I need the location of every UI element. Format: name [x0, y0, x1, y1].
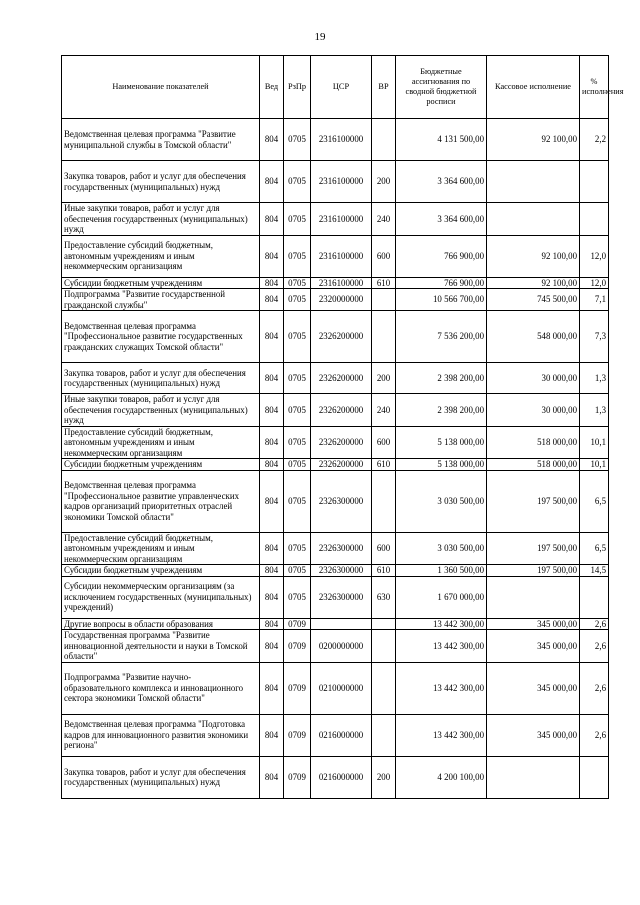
- cell-pct: 2,6: [580, 630, 609, 663]
- cell-cash: 345 000,00: [487, 714, 580, 756]
- cell-csr: 2326200000: [311, 363, 372, 394]
- cell-cash: 548 000,00: [487, 311, 580, 363]
- table-row: [62, 277, 609, 289]
- cell-budget: 10 566 700,00: [396, 289, 487, 311]
- cell-cash: 518 000,00: [487, 459, 580, 471]
- cell-name: Закупка товаров, работ и услуг для обеспечения государственных (муниципальных) нужд: [62, 756, 260, 798]
- header-budget: Бюджетные ассигнования по сводной бюджетной росписи: [396, 56, 487, 119]
- cell-rzpr: 0705: [284, 532, 311, 565]
- table-row: [62, 662, 609, 714]
- table-row: [62, 714, 609, 756]
- cell-pct: 6,5: [580, 532, 609, 565]
- header-ved: Вед: [260, 56, 284, 119]
- cell-pct: [580, 756, 609, 798]
- cell-pct: 7,1: [580, 289, 609, 311]
- cell-csr: 2326300000: [311, 532, 372, 565]
- cell-rzpr: 0705: [284, 311, 311, 363]
- cell-vr: 610: [372, 565, 396, 577]
- cell-cash: 345 000,00: [487, 662, 580, 714]
- cell-budget: 5 138 000,00: [396, 459, 487, 471]
- header-name: Наименование показателей: [62, 56, 260, 119]
- cell-name: Субсидии бюджетным учреждениям: [62, 459, 260, 471]
- cell-pct: [580, 161, 609, 203]
- cell-pct: 2,2: [580, 119, 609, 161]
- cell-pct: 12,0: [580, 235, 609, 277]
- cell-vr: [372, 470, 396, 532]
- cell-rzpr: 0705: [284, 235, 311, 277]
- cell-budget: 4 200 100,00: [396, 756, 487, 798]
- cell-budget: 13 442 300,00: [396, 662, 487, 714]
- cell-name: Государственная программа "Развитие инновационной деятельности и науки в Томской области": [62, 630, 260, 663]
- cell-rzpr: 0705: [284, 277, 311, 289]
- cell-csr: [311, 618, 372, 630]
- cell-vr: 610: [372, 277, 396, 289]
- cell-pct: 2,6: [580, 662, 609, 714]
- cell-vr: 240: [372, 394, 396, 427]
- cell-rzpr: 0709: [284, 756, 311, 798]
- table-row: [62, 756, 609, 798]
- cell-ved: 804: [260, 235, 284, 277]
- cell-ved: 804: [260, 161, 284, 203]
- table-row: [62, 630, 609, 663]
- cell-csr: 0216000000: [311, 756, 372, 798]
- cell-vr: [372, 119, 396, 161]
- cell-vr: 200: [372, 756, 396, 798]
- cell-budget: 766 900,00: [396, 235, 487, 277]
- cell-cash: 345 000,00: [487, 618, 580, 630]
- cell-rzpr: 0705: [284, 161, 311, 203]
- cell-cash: 30 000,00: [487, 363, 580, 394]
- cell-csr: 2316100000: [311, 161, 372, 203]
- header-vr: ВР: [372, 56, 396, 119]
- cell-vr: 600: [372, 532, 396, 565]
- cell-cash: 518 000,00: [487, 426, 580, 459]
- cell-name: Закупка товаров, работ и услуг для обеспечения государственных (муниципальных) нужд: [62, 161, 260, 203]
- cell-rzpr: 0705: [284, 394, 311, 427]
- cell-budget: 3 364 600,00: [396, 161, 487, 203]
- header-csr: ЦСР: [311, 56, 372, 119]
- cell-rzpr: 0705: [284, 576, 311, 618]
- table-row: [62, 161, 609, 203]
- cell-name: Субсидии бюджетным учреждениям: [62, 565, 260, 577]
- cell-pct: 1,3: [580, 394, 609, 427]
- cell-pct: 10,1: [580, 459, 609, 471]
- cell-pct: 14,5: [580, 565, 609, 577]
- cell-rzpr: 0705: [284, 426, 311, 459]
- cell-pct: 6,5: [580, 470, 609, 532]
- table-row: [62, 235, 609, 277]
- table-row: [62, 470, 609, 532]
- cell-pct: 2,6: [580, 618, 609, 630]
- cell-budget: 7 536 200,00: [396, 311, 487, 363]
- cell-rzpr: 0705: [284, 363, 311, 394]
- table-row: [62, 311, 609, 363]
- cell-budget: 3 030 500,00: [396, 532, 487, 565]
- cell-pct: [580, 576, 609, 618]
- cell-vr: 600: [372, 235, 396, 277]
- cell-rzpr: 0705: [284, 119, 311, 161]
- cell-csr: 2320000000: [311, 289, 372, 311]
- cell-cash: [487, 756, 580, 798]
- cell-budget: 1 670 000,00: [396, 576, 487, 618]
- cell-cash: 197 500,00: [487, 532, 580, 565]
- cell-csr: 2326200000: [311, 394, 372, 427]
- cell-csr: 2326200000: [311, 311, 372, 363]
- cell-ved: 804: [260, 714, 284, 756]
- cell-ved: 804: [260, 630, 284, 663]
- table-row: [62, 532, 609, 565]
- cell-cash: 92 100,00: [487, 235, 580, 277]
- cell-name: Ведомственная целевая программа "Подготовка кадров для инновационного развития экономики региона": [62, 714, 260, 756]
- cell-vr: [372, 662, 396, 714]
- cell-ved: 804: [260, 459, 284, 471]
- cell-cash: [487, 576, 580, 618]
- cell-vr: 610: [372, 459, 396, 471]
- cell-ved: 804: [260, 662, 284, 714]
- cell-vr: 240: [372, 203, 396, 236]
- cell-ved: 804: [260, 532, 284, 565]
- cell-rzpr: 0705: [284, 565, 311, 577]
- cell-name: Закупка товаров, работ и услуг для обеспечения государственных (муниципальных) нужд: [62, 363, 260, 394]
- cell-vr: 200: [372, 161, 396, 203]
- cell-pct: 12,0: [580, 277, 609, 289]
- cell-csr: 2326200000: [311, 426, 372, 459]
- cell-name: Предоставление субсидий бюджетным, автономным учреждениям и иным некоммерческим организациям: [62, 426, 260, 459]
- table-row: [62, 363, 609, 394]
- cell-ved: 804: [260, 756, 284, 798]
- cell-vr: [372, 714, 396, 756]
- table-row: [62, 203, 609, 236]
- cell-name: Иные закупки товаров, работ и услуг для обеспечения государственных (муниципальных) нужд: [62, 394, 260, 427]
- cell-vr: 200: [372, 363, 396, 394]
- cell-cash: 345 000,00: [487, 630, 580, 663]
- cell-cash: [487, 161, 580, 203]
- cell-csr: 2316100000: [311, 119, 372, 161]
- cell-cash: 745 500,00: [487, 289, 580, 311]
- cell-name: Иные закупки товаров, работ и услуг для обеспечения государственных (муниципальных) нужд: [62, 203, 260, 236]
- cell-name: Другие вопросы в области образования: [62, 618, 260, 630]
- cell-name: Субсидии некоммерческим организациям (за исключением государственных (муниципальных) учреждений): [62, 576, 260, 618]
- cell-vr: [372, 311, 396, 363]
- cell-csr: 2326200000: [311, 459, 372, 471]
- cell-csr: 2316100000: [311, 235, 372, 277]
- table-row: [62, 459, 609, 471]
- cell-csr: 0200000000: [311, 630, 372, 663]
- cell-csr: 2316100000: [311, 277, 372, 289]
- cell-budget: 13 442 300,00: [396, 714, 487, 756]
- cell-vr: [372, 630, 396, 663]
- cell-pct: 2,6: [580, 714, 609, 756]
- cell-name: Предоставление субсидий бюджетным, автономным учреждениям и иным некоммерческим организациям: [62, 532, 260, 565]
- cell-budget: 4 131 500,00: [396, 119, 487, 161]
- cell-rzpr: 0705: [284, 289, 311, 311]
- cell-ved: 804: [260, 618, 284, 630]
- cell-ved: 804: [260, 576, 284, 618]
- cell-ved: 804: [260, 289, 284, 311]
- table-row: [62, 618, 609, 630]
- cell-csr: 2326300000: [311, 576, 372, 618]
- cell-ved: 804: [260, 203, 284, 236]
- cell-cash: 30 000,00: [487, 394, 580, 427]
- table-header-row: [62, 56, 609, 119]
- cell-ved: 804: [260, 119, 284, 161]
- cell-name: Субсидии бюджетным учреждениям: [62, 277, 260, 289]
- cell-vr: 600: [372, 426, 396, 459]
- cell-cash: 197 500,00: [487, 470, 580, 532]
- cell-rzpr: 0709: [284, 630, 311, 663]
- cell-budget: 2 398 200,00: [396, 394, 487, 427]
- cell-ved: 804: [260, 311, 284, 363]
- table-row: [62, 119, 609, 161]
- cell-pct: [580, 203, 609, 236]
- cell-ved: 804: [260, 277, 284, 289]
- cell-vr: [372, 289, 396, 311]
- cell-csr: 2326300000: [311, 470, 372, 532]
- table-row: [62, 576, 609, 618]
- cell-name: Подпрограмма "Развитие научно-образовательного комплекса и инновационного сектора экономики Томской области": [62, 662, 260, 714]
- cell-rzpr: 0709: [284, 662, 311, 714]
- table-row: [62, 426, 609, 459]
- table-row: [62, 565, 609, 577]
- budget-execution-table: [61, 55, 624, 799]
- cell-vr: [372, 618, 396, 630]
- cell-csr: 2316100000: [311, 203, 372, 236]
- cell-budget: 5 138 000,00: [396, 426, 487, 459]
- cell-cash: 92 100,00: [487, 119, 580, 161]
- cell-rzpr: 0705: [284, 459, 311, 471]
- cell-cash: 92 100,00: [487, 277, 580, 289]
- cell-ved: 804: [260, 470, 284, 532]
- header-rzpr: РзПр: [284, 56, 311, 119]
- cell-budget: 1 360 500,00: [396, 565, 487, 577]
- cell-ved: 804: [260, 565, 284, 577]
- cell-pct: 1,3: [580, 363, 609, 394]
- header-cash: Кассовое исполнение: [487, 56, 580, 119]
- cell-ved: 804: [260, 394, 284, 427]
- cell-budget: 766 900,00: [396, 277, 487, 289]
- cell-name: Ведомственная целевая программа "Профессиональное развитие государственных гражданских служащих Томской области": [62, 311, 260, 363]
- cell-csr: 0216000000: [311, 714, 372, 756]
- cell-budget: 2 398 200,00: [396, 363, 487, 394]
- cell-rzpr: 0709: [284, 714, 311, 756]
- cell-vr: 630: [372, 576, 396, 618]
- cell-ved: 804: [260, 363, 284, 394]
- cell-cash: 197 500,00: [487, 565, 580, 577]
- header-pct: % исполнения: [580, 56, 609, 119]
- cell-ved: 804: [260, 426, 284, 459]
- table-row: [62, 289, 609, 311]
- cell-name: Ведомственная целевая программа "Развитие муниципальной службы в Томской области": [62, 119, 260, 161]
- cell-csr: 0210000000: [311, 662, 372, 714]
- cell-pct: 10,1: [580, 426, 609, 459]
- cell-budget: 13 442 300,00: [396, 630, 487, 663]
- cell-name: Ведомственная целевая программа "Профессиональное развитие управленческих кадров организаций приоритетных отраслей экономики Томской области": [62, 470, 260, 532]
- cell-rzpr: 0705: [284, 203, 311, 236]
- table-row: [62, 394, 609, 427]
- cell-name: Предоставление субсидий бюджетным, автономным учреждениям и иным некоммерческим организациям: [62, 235, 260, 277]
- cell-budget: 3 030 500,00: [396, 470, 487, 532]
- cell-budget: 3 364 600,00: [396, 203, 487, 236]
- cell-cash: [487, 203, 580, 236]
- cell-rzpr: 0705: [284, 470, 311, 532]
- cell-name: Подпрограмма "Развитие государственной гражданской службы": [62, 289, 260, 311]
- cell-csr: 2326300000: [311, 565, 372, 577]
- cell-pct: 7,3: [580, 311, 609, 363]
- cell-budget: 13 442 300,00: [396, 618, 487, 630]
- cell-rzpr: 0709: [284, 618, 311, 630]
- page-number: 19: [314, 31, 326, 43]
